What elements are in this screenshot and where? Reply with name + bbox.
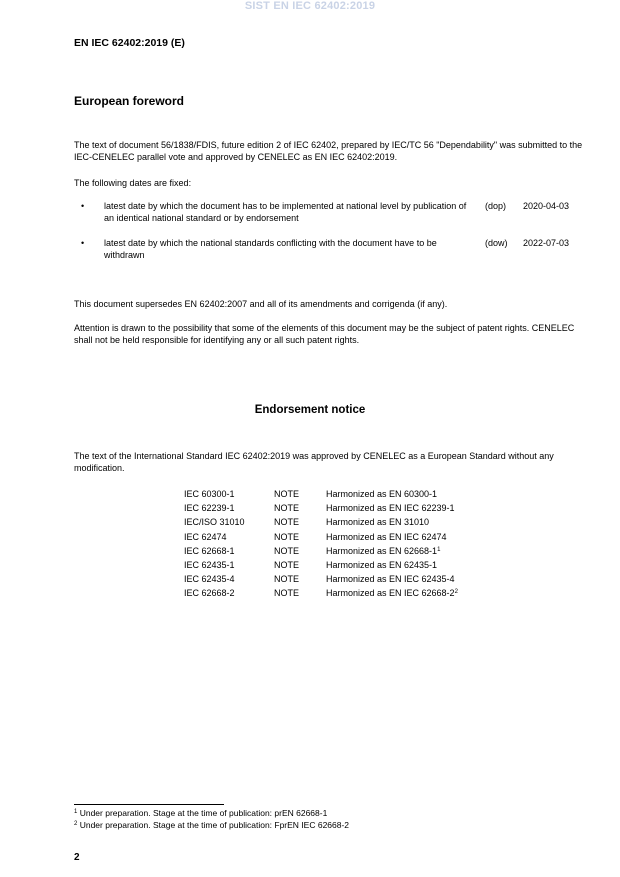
standard-cell: IEC 62474	[184, 531, 227, 542]
harmonized-cell	[326, 586, 458, 600]
standard-cell: IEC 62435-1	[184, 559, 235, 570]
foreword-paragraph-1: The text of document 56/1838/FDIS, future edition 2 of IEC 62402, prepared by IEC/TC 56 "Dependability" was submitted to the IEC-CENELEC parallel vote and approved by CENELEC as EN IEC 62402:2019.	[74, 140, 583, 162]
footnote-ref: 1	[437, 546, 441, 553]
endorsement-table	[184, 487, 504, 601]
footnote-text: Under preparation. Stage at the time of publication: FprEN IEC 62668-2	[79, 820, 350, 830]
table-row	[184, 586, 504, 600]
standard-cell: IEC 62668-1	[184, 545, 235, 556]
table-row	[184, 572, 504, 586]
standard-cell: IEC 60300-1	[184, 489, 235, 499]
foreword-paragraph-2: The following dates are fixed:	[74, 178, 192, 188]
harmonized-text: Harmonized as EN 60300-1	[326, 489, 438, 499]
harmonized-cell	[326, 530, 447, 544]
harmonized-cell	[326, 515, 429, 529]
harmonized-text: Harmonized as EN 62435-1	[326, 559, 438, 570]
note-cell: NOTE	[274, 559, 300, 570]
footnote-2	[74, 820, 349, 831]
harmonized-cell	[326, 572, 455, 586]
note-cell: NOTE	[274, 489, 300, 499]
bullet-icon: •	[81, 238, 85, 248]
page-number: 2	[74, 852, 80, 863]
table-row	[184, 487, 504, 501]
standard-cell: IEC 62239-1	[184, 503, 235, 514]
endorsement-paragraph: The text of the International Standard IEC 62402:2019 was approved by CENELEC as a European Standard without any modification.	[74, 451, 554, 473]
document-header: EN IEC 62402:2019 (E)	[74, 37, 185, 49]
date-item-text: latest date by which the national standards conflicting with the document have to be withdrawn	[104, 238, 437, 260]
note-cell: NOTE	[274, 531, 300, 542]
footnote-text: Under preparation. Stage at the time of publication: prEN 62668-1	[79, 808, 328, 818]
footnote-mark: 2	[74, 821, 78, 827]
date-item-text: latest date by which the document has to be implemented at national level by publication of an identical national standard or by endorsement	[104, 201, 467, 223]
foreword-paragraph-3: This document supersedes EN 62402:2007 and all of its amendments and corrigenda (if any).	[74, 299, 448, 309]
note-cell: NOTE	[274, 574, 300, 585]
note-cell: NOTE	[274, 517, 300, 528]
table-row	[184, 501, 504, 515]
watermark: SIST EN IEC 62402:2019	[244, 0, 376, 12]
bullet-icon: •	[81, 201, 85, 211]
date-item-code: (dow)	[485, 238, 508, 248]
foreword-paragraph-4: Attention is drawn to the possibility that some of the elements of this document may be the subject of patent rights. CENELEC shall not be held responsible for identifying any or all such patent rights.	[74, 323, 575, 345]
table-row	[184, 558, 504, 572]
date-item-date: 2022-07-03	[523, 238, 570, 248]
date-item-date: 2020-04-03	[523, 201, 570, 211]
table-row	[184, 530, 504, 544]
standard-cell: IEC 62435-4	[184, 574, 235, 585]
harmonized-text: Harmonized as EN IEC 62239-1	[326, 503, 455, 514]
harmonized-cell	[326, 544, 440, 558]
footnote-1	[74, 808, 327, 819]
standard-cell: IEC 62668-2	[184, 588, 235, 599]
footnote-ref: 2	[454, 589, 458, 596]
table-row	[184, 544, 504, 558]
harmonized-text: Harmonized as EN 62668-1	[326, 545, 438, 556]
footnote-divider	[74, 804, 224, 805]
harmonized-text: Harmonized as EN 31010	[326, 517, 430, 528]
foreword-title: European foreword	[74, 94, 185, 108]
harmonized-cell	[326, 487, 437, 501]
harmonized-text: Harmonized as EN IEC 62435-4	[326, 574, 455, 585]
harmonized-cell	[326, 501, 455, 515]
date-item-code: (dop)	[485, 201, 507, 211]
note-cell: NOTE	[274, 588, 300, 599]
note-cell: NOTE	[274, 545, 300, 556]
harmonized-text: Harmonized as EN IEC 62668-2	[326, 588, 455, 599]
table-row	[184, 515, 504, 529]
harmonized-cell	[326, 558, 437, 572]
note-cell: NOTE	[274, 503, 300, 514]
standard-cell: IEC/ISO 31010	[184, 517, 245, 528]
endorsement-title: Endorsement notice	[254, 404, 366, 416]
footnote-mark: 1	[74, 809, 78, 815]
harmonized-text: Harmonized as EN IEC 62474	[326, 531, 447, 542]
